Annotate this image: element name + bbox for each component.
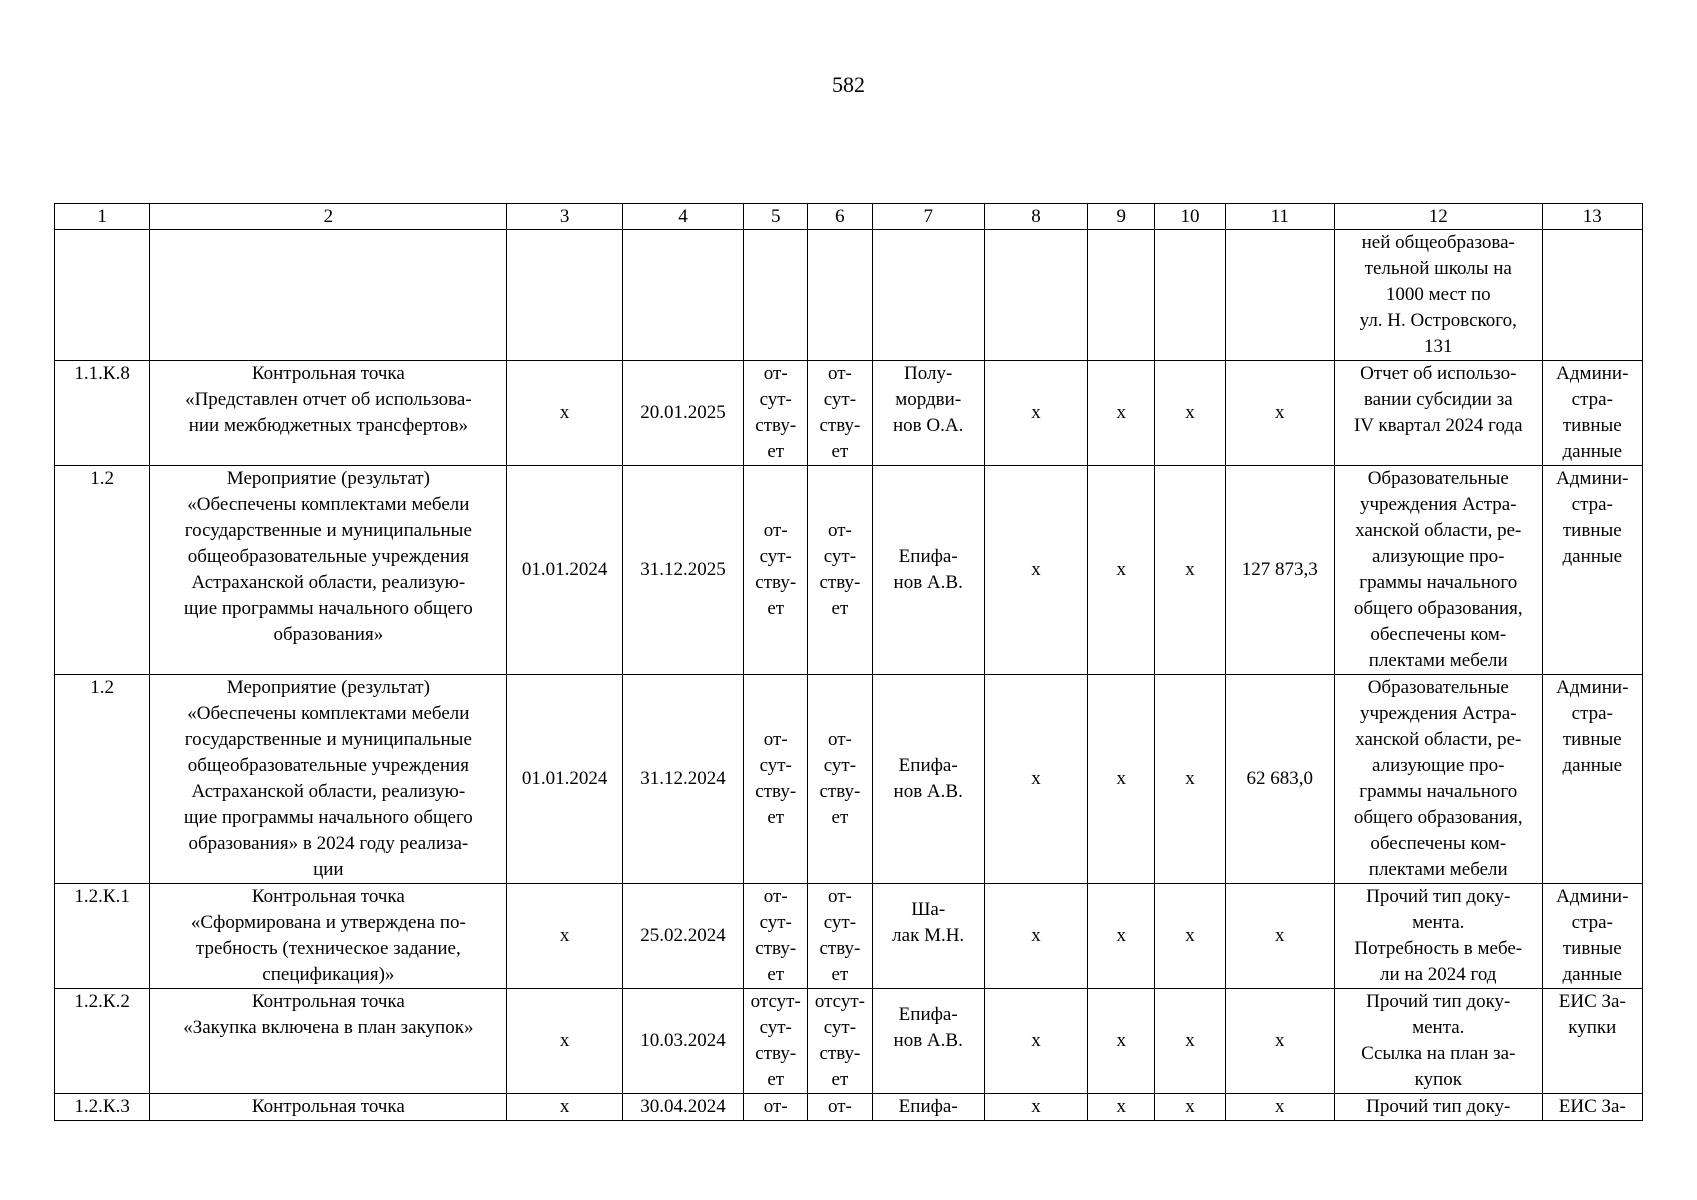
cell-col9 bbox=[1088, 230, 1155, 361]
cell-source: Админи- стра- тивные данные bbox=[1542, 884, 1642, 989]
cell-start-date bbox=[507, 230, 622, 361]
cell-result: Прочий тип доку- мента. Потребность в мебе- ли на 2024 год bbox=[1334, 884, 1542, 989]
cell-end-date: 30.04.2024 bbox=[622, 1094, 743, 1121]
table-row bbox=[55, 989, 1643, 1094]
cell-responsible: Епифа- нов А.В. bbox=[872, 989, 984, 1094]
table-row bbox=[55, 466, 1643, 675]
table-row bbox=[55, 1094, 1643, 1121]
cell-end-date bbox=[622, 230, 743, 361]
cell-name: Контрольная точка «Представлен отчет об использова- нии межбюджетных трансфертов» bbox=[150, 361, 507, 466]
cell-col10: х bbox=[1155, 466, 1225, 675]
cell-responsible: Полу- мордви- нов О.А. bbox=[872, 361, 984, 466]
cell-source: Админи- стра- тивные данные bbox=[1542, 675, 1642, 884]
cell-col10: х bbox=[1155, 1094, 1225, 1121]
column-header: 13 bbox=[1542, 204, 1642, 230]
cell-amount: х bbox=[1225, 361, 1334, 466]
cell-col6: от- сут- ству- ет bbox=[808, 675, 872, 884]
cell-start-date: 01.01.2024 bbox=[507, 675, 622, 884]
cell-col6: отсут- сут- ству- ет bbox=[808, 989, 872, 1094]
cell-amount: х bbox=[1225, 1094, 1334, 1121]
column-number-row bbox=[55, 204, 1643, 230]
cell-number: 1.1.К.8 bbox=[55, 361, 150, 466]
cell-amount bbox=[1225, 230, 1334, 361]
cell-end-date: 31.12.2025 bbox=[622, 466, 743, 675]
cell-col5: от- bbox=[744, 1094, 808, 1121]
cell-result: Прочий тип доку- bbox=[1334, 1094, 1542, 1121]
cell-col9: х bbox=[1088, 361, 1155, 466]
cell-amount: 127 873,3 bbox=[1225, 466, 1334, 675]
cell-end-date: 31.12.2024 bbox=[622, 675, 743, 884]
column-header: 1 bbox=[55, 204, 150, 230]
cell-col6: от- сут- ству- ет bbox=[808, 884, 872, 989]
cell-number: 1.2.К.3 bbox=[55, 1094, 150, 1121]
cell-col9: х bbox=[1088, 989, 1155, 1094]
table-row bbox=[55, 675, 1643, 884]
cell-name: Мероприятие (результат) «Обеспечены комплектами мебели государственные и муниципальные общеобразовательные учреждения Астраханской области, реализую- щие программы начального общего образования» в 2024 году реализа- ции bbox=[150, 675, 507, 884]
cell-col8: х bbox=[984, 675, 1087, 884]
cell-start-date: х bbox=[507, 884, 622, 989]
cell-responsible: Епифа- bbox=[872, 1094, 984, 1121]
cell-start-date: х bbox=[507, 361, 622, 466]
column-header: 6 bbox=[808, 204, 872, 230]
cell-start-date: 01.01.2024 bbox=[507, 466, 622, 675]
cell-result: Прочий тип доку- мента. Ссылка на план за- купок bbox=[1334, 989, 1542, 1094]
cell-col9: х bbox=[1088, 675, 1155, 884]
cell-col6: от- bbox=[808, 1094, 872, 1121]
cell-name: Мероприятие (результат) «Обеспечены комплектами мебели государственные и муниципальные общеобразовательные учреждения Астраханской области, реализую- щие программы начального общего образования» bbox=[150, 466, 507, 675]
cell-col9: х bbox=[1088, 884, 1155, 989]
column-header: 3 bbox=[507, 204, 622, 230]
cell-col10: х bbox=[1155, 989, 1225, 1094]
cell-source: Админи- стра- тивные данные bbox=[1542, 466, 1642, 675]
cell-col10: х bbox=[1155, 884, 1225, 989]
cell-source bbox=[1542, 230, 1642, 361]
column-header: 10 bbox=[1155, 204, 1225, 230]
cell-responsible: Епифа- нов А.В. bbox=[872, 675, 984, 884]
cell-source: Админи- стра- тивные данные bbox=[1542, 361, 1642, 466]
cell-col10: х bbox=[1155, 361, 1225, 466]
cell-col8: х bbox=[984, 466, 1087, 675]
cell-name: Контрольная точка bbox=[150, 1094, 507, 1121]
cell-col5: от- сут- ству- ет bbox=[744, 884, 808, 989]
cell-number: 1.2 bbox=[55, 466, 150, 675]
table-row bbox=[55, 361, 1643, 466]
cell-result: Образовательные учреждения Астра- ханской области, ре- ализующие про- граммы начального общего образования, обеспечены ком- плектами мебели bbox=[1334, 466, 1542, 675]
cell-col6: от- сут- ству- ет bbox=[808, 466, 872, 675]
table-row bbox=[55, 884, 1643, 989]
cell-number: 1.2.К.2 bbox=[55, 989, 150, 1094]
cell-name bbox=[150, 230, 507, 361]
cell-responsible: Епифа- нов А.В. bbox=[872, 466, 984, 675]
cell-col5: от- сут- ству- ет bbox=[744, 361, 808, 466]
column-header: 12 bbox=[1334, 204, 1542, 230]
cell-col5: отсут- сут- ству- ет bbox=[744, 989, 808, 1094]
cell-col8 bbox=[984, 230, 1087, 361]
column-header: 5 bbox=[744, 204, 808, 230]
cell-amount: х bbox=[1225, 884, 1334, 989]
cell-col10: х bbox=[1155, 675, 1225, 884]
cell-col8: х bbox=[984, 1094, 1087, 1121]
cell-col9: х bbox=[1088, 466, 1155, 675]
column-header: 11 bbox=[1225, 204, 1334, 230]
cell-number bbox=[55, 230, 150, 361]
column-header: 9 bbox=[1088, 204, 1155, 230]
column-header: 2 bbox=[150, 204, 507, 230]
cell-end-date: 10.03.2024 bbox=[622, 989, 743, 1094]
cell-name: Контрольная точка «Закупка включена в план закупок» bbox=[150, 989, 507, 1094]
cell-end-date: 25.02.2024 bbox=[622, 884, 743, 989]
page-number: 582 bbox=[832, 72, 865, 97]
column-header: 7 bbox=[872, 204, 984, 230]
column-header: 4 bbox=[622, 204, 743, 230]
cell-col5: от- сут- ству- ет bbox=[744, 466, 808, 675]
cell-number: 1.2 bbox=[55, 675, 150, 884]
cell-col5: от- сут- ству- ет bbox=[744, 675, 808, 884]
cell-col6 bbox=[808, 230, 872, 361]
table-row-continuation bbox=[55, 230, 1643, 361]
cell-responsible: Ша- лак М.Н. bbox=[872, 884, 984, 989]
plan-table bbox=[54, 203, 1643, 1121]
cell-number: 1.2.К.1 bbox=[55, 884, 150, 989]
cell-responsible bbox=[872, 230, 984, 361]
cell-result: ней общеобразова- тельной школы на 1000 мест по ул. Н. Островского, 131 bbox=[1334, 230, 1542, 361]
column-header: 8 bbox=[984, 204, 1087, 230]
cell-end-date: 20.01.2025 bbox=[622, 361, 743, 466]
cell-source: ЕИС За- bbox=[1542, 1094, 1642, 1121]
cell-col5 bbox=[744, 230, 808, 361]
cell-col8: х bbox=[984, 989, 1087, 1094]
cell-source: ЕИС За- купки bbox=[1542, 989, 1642, 1094]
cell-col8: х bbox=[984, 884, 1087, 989]
cell-result: Отчет об использо- вании субсидии за IV квартал 2024 года bbox=[1334, 361, 1542, 466]
cell-amount: х bbox=[1225, 989, 1334, 1094]
cell-col10 bbox=[1155, 230, 1225, 361]
cell-col6: от- сут- ству- ет bbox=[808, 361, 872, 466]
cell-amount: 62 683,0 bbox=[1225, 675, 1334, 884]
cell-name: Контрольная точка «Сформирована и утверждена по- требность (техническое задание, спецификация)» bbox=[150, 884, 507, 989]
cell-col8: х bbox=[984, 361, 1087, 466]
cell-start-date: х bbox=[507, 989, 622, 1094]
cell-col9: х bbox=[1088, 1094, 1155, 1121]
cell-result: Образовательные учреждения Астра- ханской области, ре- ализующие про- граммы начального общего образования, обеспечены ком- плектами мебели bbox=[1334, 675, 1542, 884]
cell-start-date: х bbox=[507, 1094, 622, 1121]
